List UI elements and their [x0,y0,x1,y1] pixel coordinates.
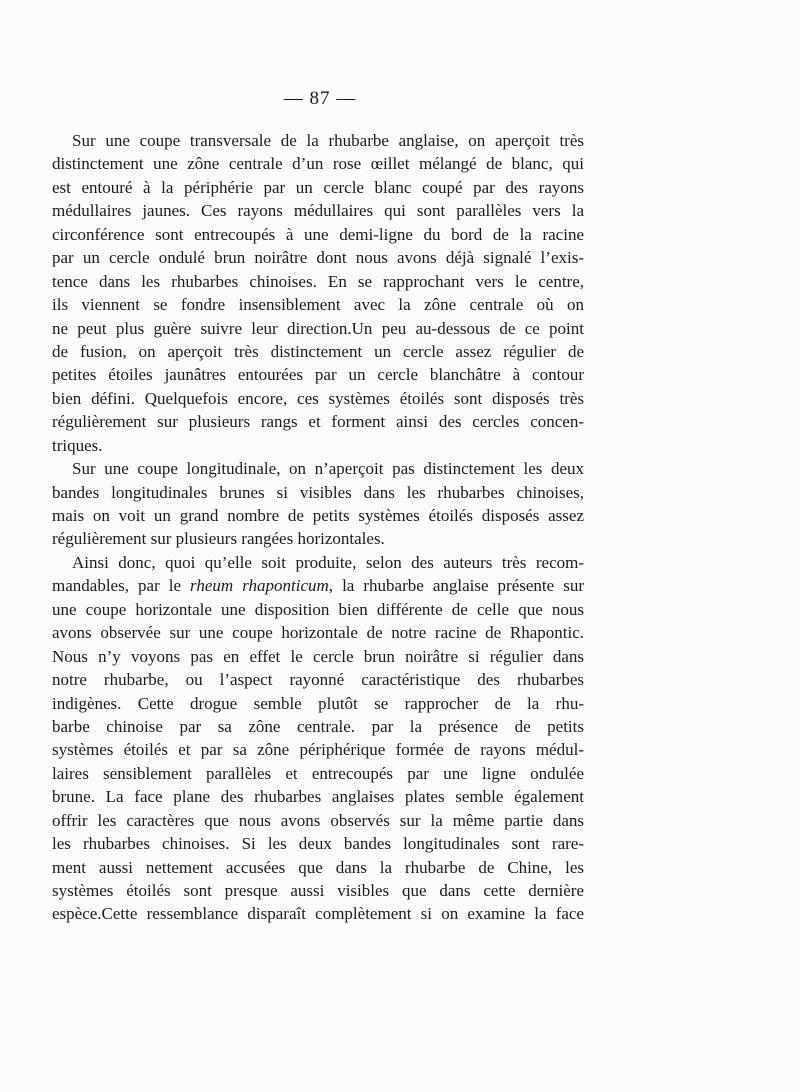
text-line: triques. [52,435,103,455]
page-number: — 87 — [283,88,357,109]
text-line: est entouré à la périphérie par un cercle blanc coupé par des rayons [52,177,584,197]
text-line: circonférence sont entrecoupés à une demi-ligne du bord de la racine [52,224,584,244]
text-line: laires sensiblement parallèles et entrecoupés par une ligne ondulée [52,763,584,783]
text-line: espèce.Cette ressemblance disparaît complètement si on examine la face [52,904,584,924]
italic-term: rheum rhaponticum [190,576,329,596]
text-line: ment aussi nettement accusées que dans la rhubarbe de Chine, les [52,857,584,877]
text-line: avons observée sur une coupe horizontale de notre racine de Rhapontic. [52,623,584,643]
text-line: régulièrement sur plusieurs rangs et forment ainsi des cercles concen- [52,412,584,432]
text-line: indigènes. Cette drogue semble plutôt se rapprocher de la rhu- [52,693,584,713]
text-line: notre rhubarbe, ou l’aspect rayonné caractéristique des rhubarbes [52,670,584,690]
text-line: petites étoiles jaunâtres entourées par un cercle blanchâtre à contour [52,365,584,385]
text-line: bandes longitudinales brunes si visibles dans les rhubarbes chinoises, [52,482,584,502]
text-segment: mandables, par le [52,576,181,596]
text-line: bien défini. Quelquefois encore, ces systèmes étoilés sont disposés très [52,388,584,408]
body-text [52,129,584,926]
text-line: Sur une coupe transversale de la rhubarbe anglaise, on aperçoit très [72,131,584,150]
text-line: barbe chinoise par sa zône centrale. par la présence de petits [52,716,584,736]
text-line: de fusion, on aperçoit très distinctement un cercle assez régulier de [52,341,584,361]
text-line: Ainsi donc, quoi qu’elle soit produite, selon des auteurs très recom- [72,552,584,572]
text-line: Nous n’y voyons pas en effet le cercle brun noirâtre si régulier dans [52,646,584,666]
text-line: ils viennent se fondre insensiblement avec la zône centrale où on [52,295,584,315]
text-line: tence dans les rhubarbes chinoises. En se rapprochant vers le centre, [52,271,584,291]
text-line: systèmes étoilés sont presque aussi visibles que dans cette dernière [52,881,584,900]
text-line: les rhubarbes chinoises. Si les deux bandes longitudinales sont rare- [52,834,584,854]
text-line: régulièrement sur plusieurs rangées horizontales. [52,529,385,549]
text-segment: , la rhubarbe anglaise présente sur [328,576,585,596]
text-line: par un cercle ondulé brun noirâtre dont nous avons déjà signalé l’exis- [52,248,584,268]
text-line: médullaires jaunes. Ces rayons médullaires qui sont parallèles vers la [52,201,584,221]
text-line: offrir les caractères que nous avons observés sur la même partie dans [52,810,584,830]
text-line: mais on voit un grand nombre de petits systèmes étoilés disposés assez [52,506,584,525]
text-line: Sur une coupe longitudinale, on n’aperçoit pas distinctement les deux [72,459,584,479]
text-line: distinctement une zône centrale d’un rose œillet mélangé de blanc, qui [52,154,584,174]
text-line: systèmes étoilés et par sa zône périphérique formée de rayons médul- [52,740,584,760]
text-line: une coupe horizontale une disposition bien différente de celle que nous [52,599,584,619]
text-line: brune. La face plane des rhubarbes anglaises plates semble également [52,787,584,807]
text-line: ne peut plus guère suivre leur direction.Un peu au-dessous de ce point [52,318,584,338]
text-line [52,574,584,597]
